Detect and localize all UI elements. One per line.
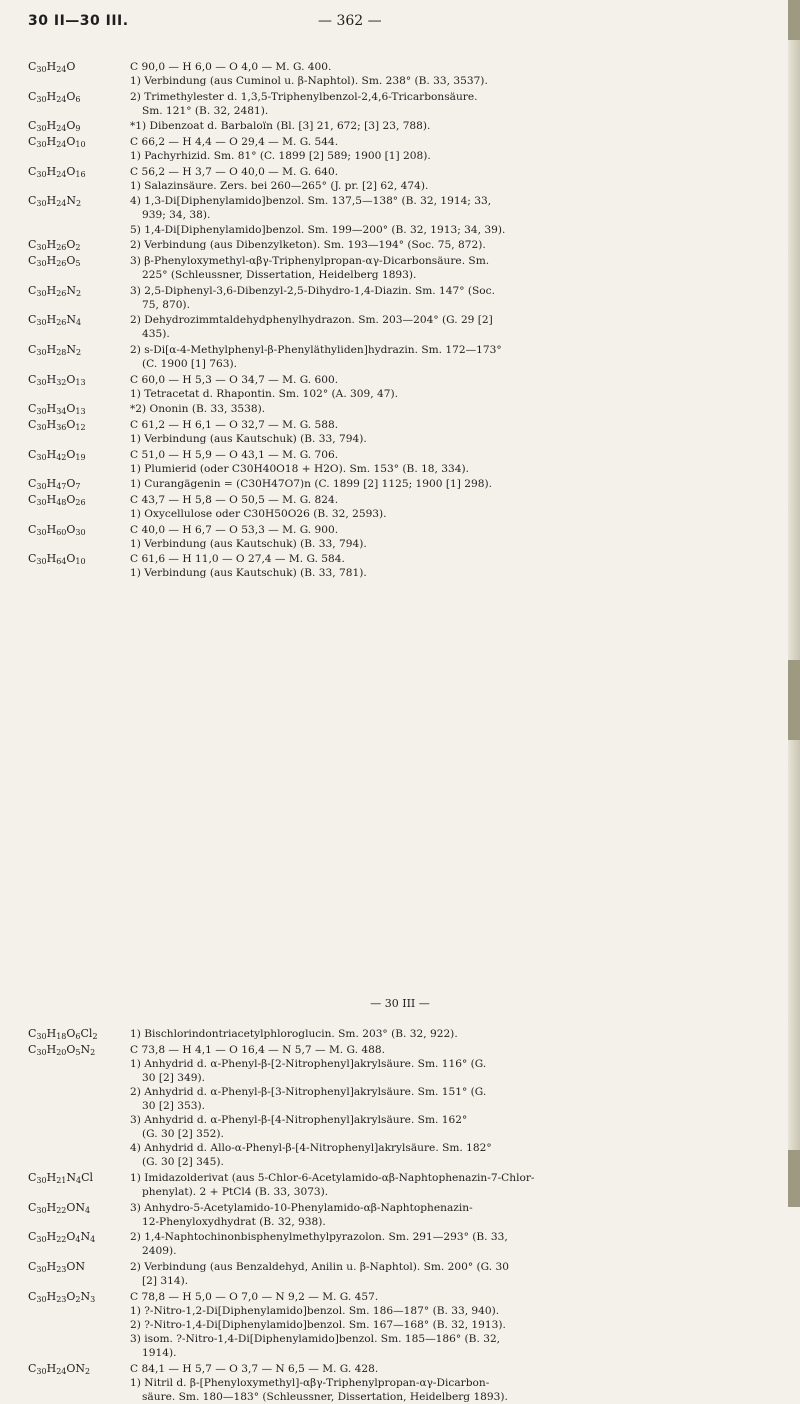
compound-line: 1) Curangägenin = (C30H47O7)n (C. 1899 [2] 1125; 1900 [1] 298). [130,478,492,491]
molecular-formula: $C_{30}H_{26}O_2$ [28,238,81,253]
entry-text [130,135,765,163]
continuation-line: 75, 870). [142,298,190,311]
compound-line: 1) Anhydrid d. α-Phenyl-β-[2-Nitrophenyl]akrylsäure. Sm. 116° (G. [130,1057,487,1070]
entry-text [130,313,765,341]
entry-text [130,1260,765,1288]
compound-line: 3) Anhydrid d. α-Phenyl-β-[4-Nitrophenyl]akrylsäure. Sm. 162° [130,1114,468,1127]
analysis-line: C 51,0 — H 5,9 — O 43,1 — M. G. 706. [130,448,339,461]
compound-line: 3) Anhydro-5-Acetylamido-10-Phenylamido-αβ-Naphtophenazin- [130,1201,473,1214]
compound-line: 4) 1,3-Di[Diphenylamido]benzol. Sm. 137,5—138° (B. 32, 1914; 33, [130,195,492,208]
continuation-line: phenylat). 2 + PtCl4 (B. 33, 3073). [142,1186,329,1199]
molecular-formula: $C_{30}H_{24}O_6$ [28,89,81,104]
compound-line: 2) Verbindung (aus Benzaldehyd, Anilin u. β-Naphtol). Sm. 200° (G. 30 [130,1261,509,1274]
analysis-line: C 43,7 — H 5,8 — O 50,5 — M. G. 824. [130,493,339,506]
analysis-line: C 56,2 — H 3,7 — O 40,0 — M. G. 640. [130,165,339,178]
analysis-line: C 40,0 — H 6,7 — O 53,3 — M. G. 900. [130,523,339,536]
continuation-line: 2409). [142,1245,177,1258]
molecular-formula: $C_{30}H_{24}O_{16}$ [28,164,86,179]
entry-text [130,1043,765,1170]
molecular-formula: $C_{30}H_{47}O_7$ [28,477,81,492]
entry-text [130,1290,765,1360]
compound-line: 1) Salazinsäure. Zers. bei 260—265° (J. pr. [2] 62, 474). [130,179,429,192]
compound-line: 1) ?-Nitro-1,2-Di[Diphenylamido]benzol. Sm. 186—187° (B. 33, 940). [130,1304,500,1317]
entry-text [130,1027,765,1041]
molecular-formula: $C_{30}H_{23}ON$ [28,1260,86,1275]
molecular-formula: $C_{30}H_{22}ON_4$ [28,1200,91,1215]
continuation-line: (G. 30 [2] 345). [142,1156,224,1169]
continuation-line: 1914). [142,1347,177,1360]
molecular-formula: $C_{30}H_{21}N_4Cl$ [28,1171,94,1185]
entry-text [130,373,765,401]
molecular-formula: $C_{30}H_{24}O_9$ [28,119,81,134]
continuation-line: 939; 34, 38). [142,209,211,222]
analysis-line: C 60,0 — H 5,3 — O 34,7 — M. G. 600. [130,373,339,386]
entry-text [130,194,765,236]
compound-line: 3) isom. ?-Nitro-1,4-Di[Diphenylamido]benzol. Sm. 185—186° (B. 32, [130,1333,501,1346]
continuation-line: 30 [2] 349). [142,1071,205,1084]
compound-line: 2) Trimethylester d. 1,3,5-Triphenylbenzol-2,4,6-Tricarbonsäure. [130,90,478,103]
continuation-line: Sm. 121° (B. 32, 2481). [142,104,269,117]
page-edge [788,0,800,1207]
analysis-line: C 90,0 — H 6,0 — O 4,0 — M. G. 400. [130,61,332,73]
entry-text [130,1362,765,1404]
compound-line: 1) Verbindung (aus Kautschuk) (B. 33, 794). [130,537,367,550]
molecular-formula: $C_{30}H_{36}O_{12}$ [28,417,86,432]
continuation-line: 225° (Schleussner, Dissertation, Heidelberg 1893). [142,268,417,281]
molecular-formula: $C_{30}H_{24}N_2$ [28,194,82,209]
entry-text [130,493,765,521]
continuation-line: (G. 30 [2] 352). [142,1128,224,1141]
continuation-line: [2] 314). [142,1275,189,1288]
compound-line: 1) Oxycellulose oder C30H50O26 (B. 32, 2593). [130,507,387,520]
molecular-formula: $C_{30}H_{24}ON_2$ [28,1361,91,1376]
entry-text [130,523,765,551]
formula-range: 30 II—30 III. [28,13,129,29]
analysis-line: C 66,2 — H 4,4 — O 29,4 — M. G. 544. [130,136,339,148]
continuation-line: 435). [142,328,170,341]
compound-line: 1) Verbindung (aus Kautschuk) (B. 33, 781). [130,567,367,580]
page-number: — 362 — [318,13,382,29]
molecular-formula: $C_{30}H_{20}O_5N_2$ [28,1042,96,1057]
compound-line: 1) Nitril d. β-[Phenyloxymethyl]-αβγ-Triphenylpropan-αγ-Dicarbon- [130,1376,490,1389]
entry-text [130,254,765,282]
molecular-formula: $C_{30}H_{23}O_2N_3$ [28,1289,96,1304]
compound-line: 1) Bischlorindontriacetylphloroglucin. Sm. 203° (B. 32, 922). [130,1028,458,1040]
compound-line: 5) 1,4-Di[Diphenylamido]benzol. Sm. 199—200° (B. 32, 1913; 34, 39). [130,223,506,236]
molecular-formula: $C_{30}H_{26}O_5$ [28,253,81,268]
molecular-formula: $C_{30}H_{60}O_{30}$ [28,522,86,537]
compound-line: 1) Verbindung (aus Cuminol u. β-Naphtol). Sm. 238° (B. 33, 3537). [130,75,488,88]
entry-text [130,1201,765,1229]
compound-line: 1) Pachyrhizid. Sm. 81° (C. 1899 [2] 589; 1900 [1] 208). [130,150,431,163]
compound-line: 3) 2,5-Diphenyl-3,6-Dibenzyl-2,5-Dihydro-1,4-Diazin. Sm. 147° (Soc. [130,284,495,297]
compound-line: 2) s-Di[α-4-Methylphenyl-β-Phenyläthyliden]hydrazin. Sm. 172—173° [130,343,502,356]
molecular-formula: $C_{30}H_{64}O_{10}$ [28,552,86,567]
entry-text [130,448,765,476]
compound-line: 2) Anhydrid d. α-Phenyl-β-[3-Nitrophenyl]akrylsäure. Sm. 151° (G. [130,1085,487,1098]
edge-marker [788,1150,800,1207]
entry-text [130,552,765,580]
molecular-formula: $C_{30}H_{28}N_2$ [28,342,82,357]
analysis-line: C 61,6 — H 11,0 — O 27,4 — M. G. 584. [130,553,345,566]
molecular-formula: $C_{30}H_{26}N_2$ [28,283,82,298]
analysis-line: C 61,2 — H 6,1 — O 32,7 — M. G. 588. [130,418,339,431]
entry-text [130,238,765,252]
entry-text [130,165,765,193]
analysis-line: C 73,8 — H 4,1 — O 16,4 — N 5,7 — M. G. 488. [130,1043,385,1056]
molecular-formula: $C_{30}H_{34}O_{13}$ [28,402,86,417]
molecular-formula: $C_{30}H_{24}O_{10}$ [28,135,86,149]
compound-line: 2) Dehydrozimmtaldehydphenylhydrazon. Sm. 203—204° (G. 29 [2] [130,314,493,327]
continuation-line: (C. 1900 [1] 763). [142,357,238,370]
compound-line: *2) Ononin (B. 33, 3538). [130,403,266,416]
entry-text [130,90,765,118]
entry-text [130,477,765,491]
molecular-formula: $C_{30}H_{32}O_{13}$ [28,372,86,387]
molecular-formula: $C_{30}H_{26}N_4$ [28,313,82,328]
analysis-line: C 78,8 — H 5,0 — O 7,0 — N 9,2 — M. G. 457. [130,1290,379,1303]
entry-text [130,284,765,312]
entry-text [130,60,765,88]
compound-line: 4) Anhydrid d. Allo-α-Phenyl-β-[4-Nitrophenyl]akrylsäure. Sm. 182° [130,1142,492,1155]
entry-text [130,1230,765,1258]
analysis-line: C 84,1 — H 5,7 — O 3,7 — N 6,5 — M. G. 428. [130,1362,379,1375]
compound-line: 1) Imidazolderivat (aus 5-Chlor-6-Acetylamido-αβ-Naphtophenazin-7-Chlor- [130,1172,535,1184]
compound-line: 2) ?-Nitro-1,4-Di[Diphenylamido]benzol. Sm. 167—168° (B. 32, 1913). [130,1318,506,1331]
compound-line: 3) β-Phenyloxymethyl-αβγ-Triphenylpropan-αγ-Dicarbonsäure. Sm. [130,254,490,267]
molecular-formula: $C_{30}H_{42}O_{19}$ [28,447,86,462]
continuation-line: säure. Sm. 180—183° (Schleussner, Dissertation, Heidelberg 1893). [142,1390,508,1403]
edge-marker [788,660,800,740]
section-divider: — 30 III — [370,997,430,1010]
running-header [28,13,608,35]
continuation-line: 12-Phenyloxydhydrat (B. 32, 938). [142,1215,326,1228]
edge-marker [788,0,800,40]
compound-line: 2) Verbindung (aus Dibenzylketon). Sm. 193—194° (Soc. 75, 872). [130,239,486,252]
molecular-formula: $C_{30}H_{18}O_6Cl_2$ [28,1027,98,1041]
compound-line: *1) Dibenzoat d. Barbaloïn (Bl. [3] 21, 672; [3] 23, 788). [130,120,431,133]
compound-line: 2) 1,4-Naphtochinonbisphenylmethylpyrazolon. Sm. 291—293° (B. 33, [130,1231,508,1244]
molecular-formula: $C_{30}H_{48}O_{26}$ [28,492,86,507]
entry-text [130,1171,765,1199]
molecular-formula: $C_{30}H_{22}O_4N_4$ [28,1230,96,1245]
entry-text [130,402,765,416]
entry-text [130,418,765,446]
continuation-line: 30 [2] 353). [142,1099,205,1112]
compound-line: 1) Verbindung (aus Kautschuk) (B. 33, 794). [130,432,367,445]
molecular-formula: $C_{30}H_{24}O$ [28,60,76,74]
entry-text [130,343,765,371]
entry-text [130,119,765,133]
compound-line: 1) Tetracetat d. Rhapontin. Sm. 102° (A. 309, 47). [130,387,398,400]
compound-line: 1) Plumierid (oder C30H40O18 + H2O). Sm. 153° (B. 18, 334). [130,462,469,475]
